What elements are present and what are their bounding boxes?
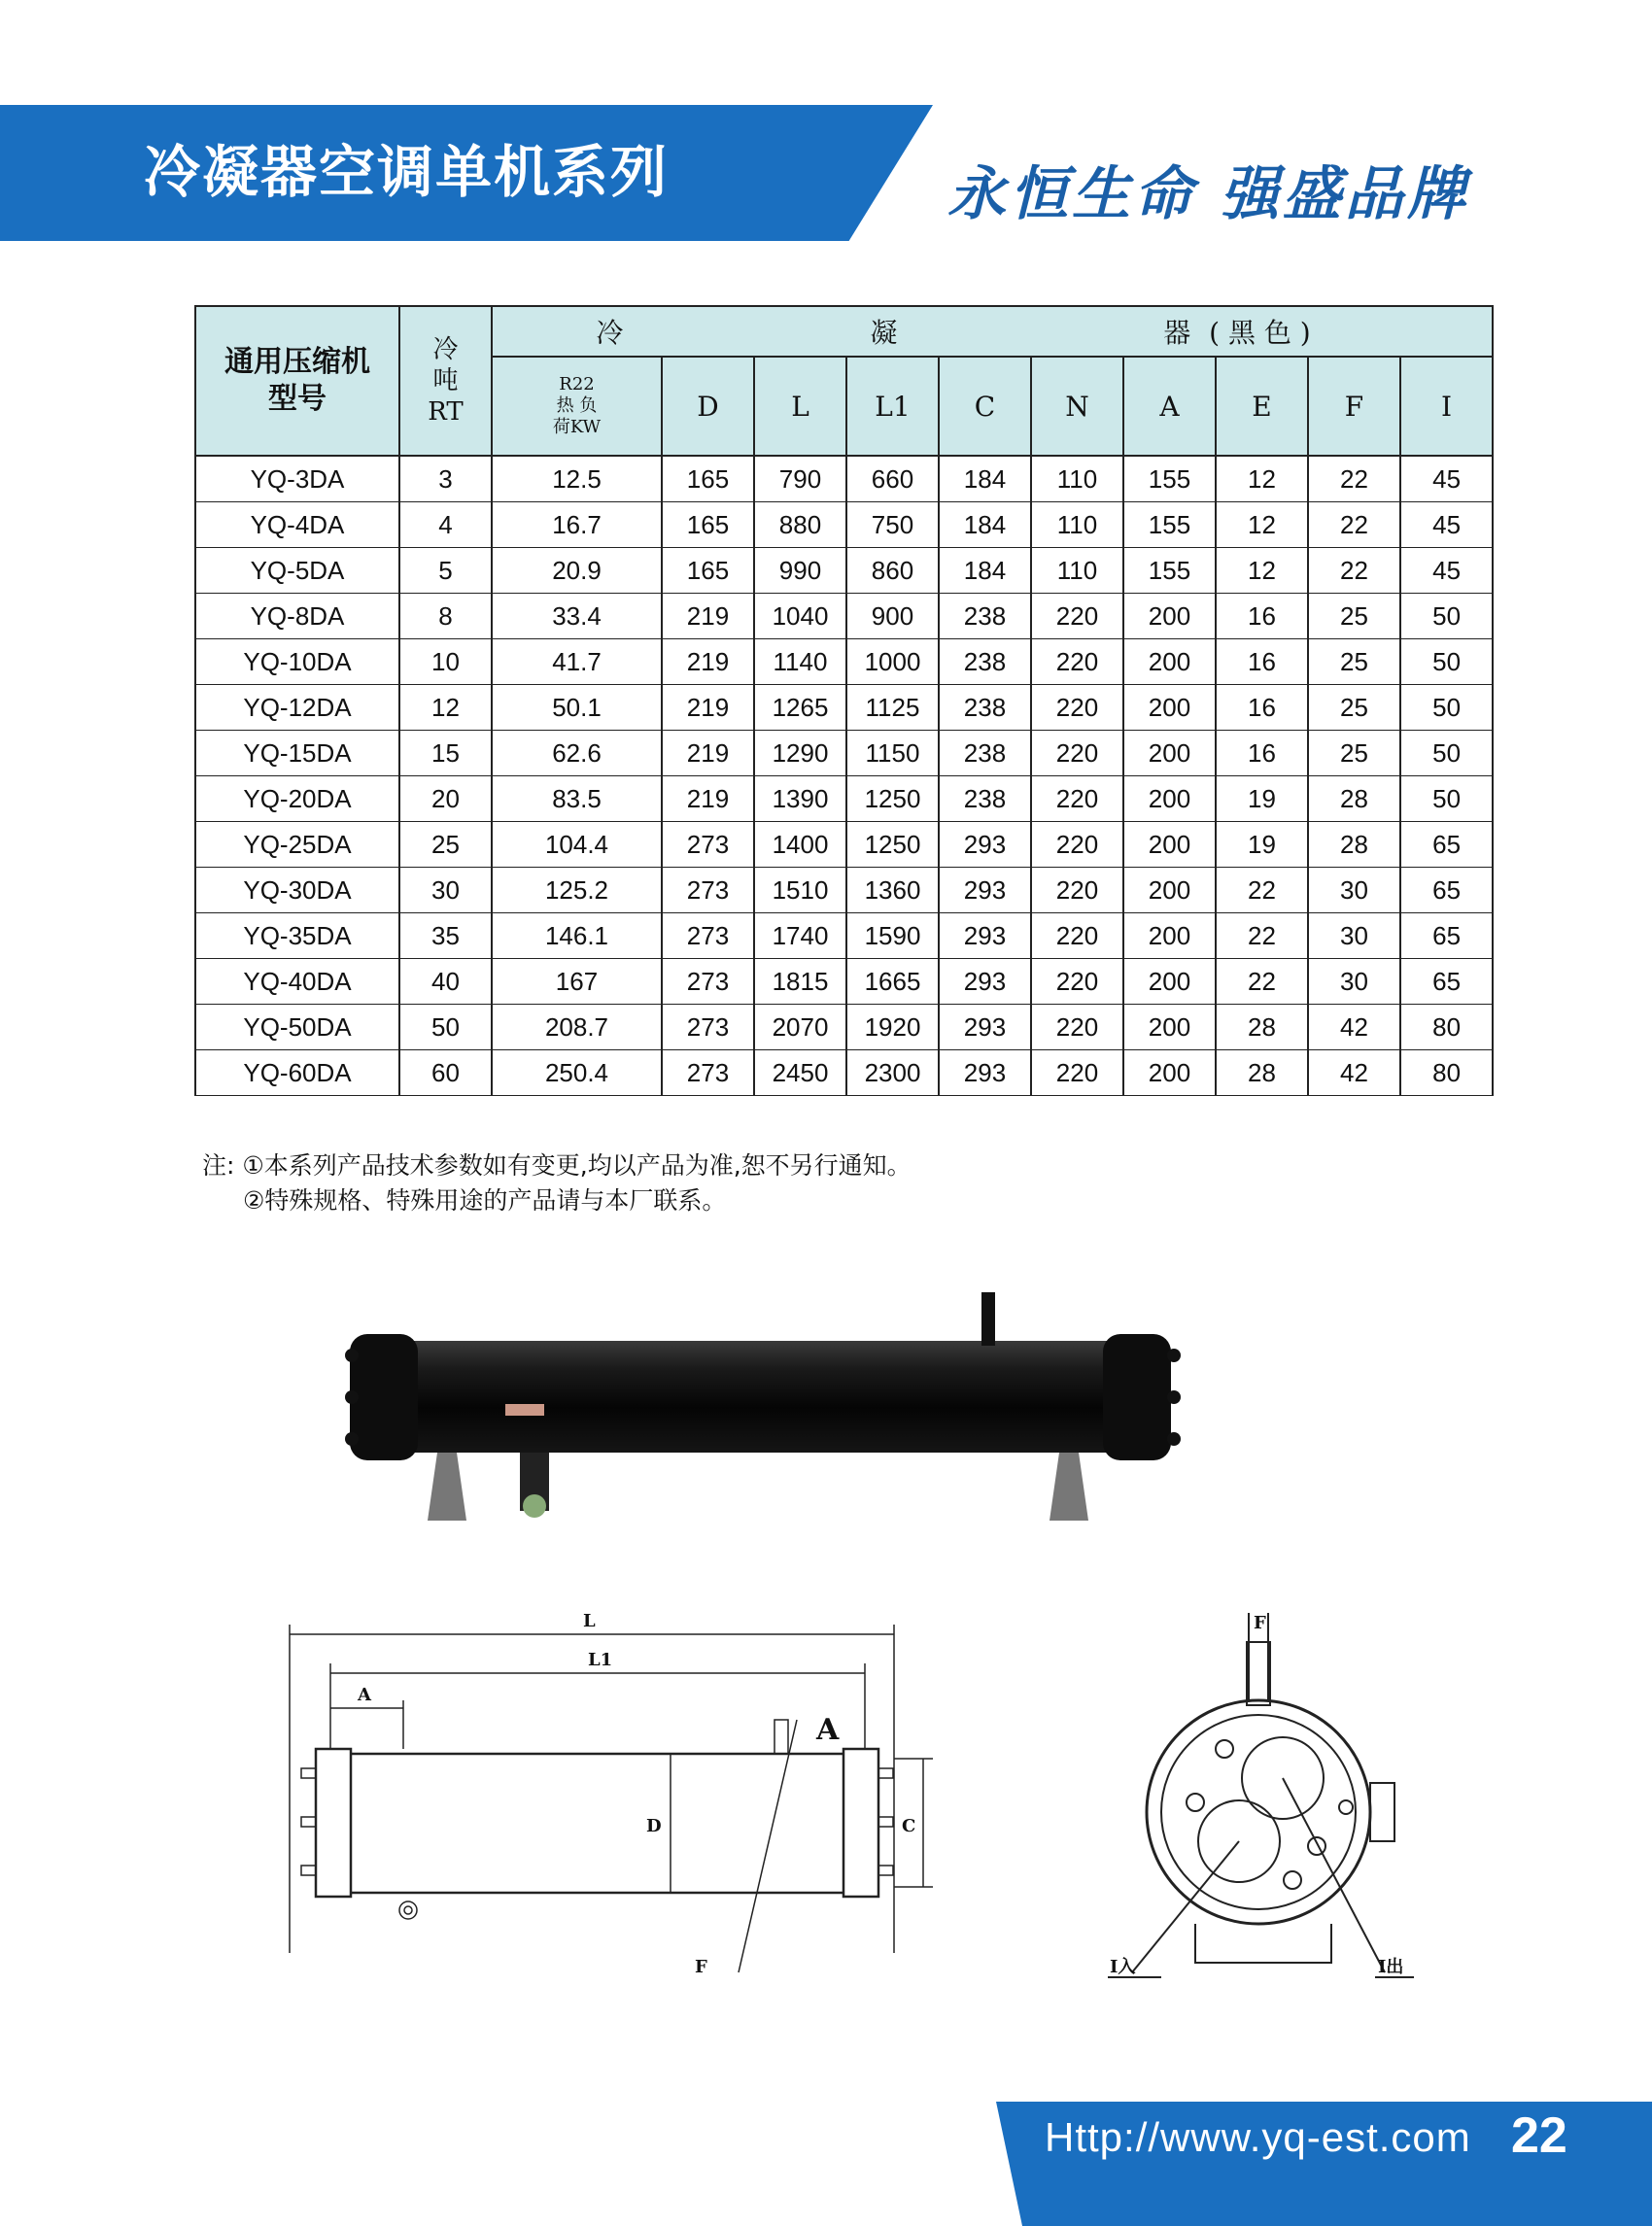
cell-n: 220 [1031,594,1123,639]
cell-rt: 60 [399,1050,492,1096]
cell-rt: 35 [399,913,492,959]
dim-a-large: A [816,1713,840,1747]
col-header-c: C [939,357,1031,456]
cell-d: 219 [662,639,754,685]
cell-l: 990 [754,548,846,594]
cell-f: 22 [1308,502,1400,548]
cell-d: 219 [662,685,754,731]
cell-rt: 15 [399,731,492,776]
kw-header [492,357,662,456]
cell-a: 200 [1123,731,1216,776]
cell-d: 165 [662,456,754,502]
dim-d: D [646,1816,662,1836]
cell-e: 28 [1216,1005,1308,1050]
cell-l1: 750 [846,502,939,548]
rt-header-line3: RT [428,397,464,427]
cell-e: 12 [1216,456,1308,502]
table-row [195,685,1493,731]
table-row [195,639,1493,685]
cell-kw: 83.5 [492,776,662,822]
cell-l: 1290 [754,731,846,776]
end-dim-f: F [1254,1613,1266,1633]
note-line-2: ②特殊规格、特殊用途的产品请与本厂联系。 [243,1186,727,1215]
cell-c: 293 [939,913,1031,959]
cell-kw: 250.4 [492,1050,662,1096]
cell-l: 1140 [754,639,846,685]
group-char-1: 冷 [596,317,624,349]
cell-i: 65 [1400,913,1493,959]
cell-f: 28 [1308,776,1400,822]
cell-f: 25 [1308,639,1400,685]
cell-n: 220 [1031,959,1123,1005]
condenser-photo [340,1287,1195,1550]
cell-i: 65 [1400,959,1493,1005]
cell-n: 220 [1031,685,1123,731]
cell-n: 220 [1031,731,1123,776]
cell-c: 293 [939,1050,1031,1096]
cell-f: 30 [1308,913,1400,959]
cell-a: 200 [1123,594,1216,639]
cell-rt: 3 [399,456,492,502]
cell-l1: 1590 [846,913,939,959]
rt-header-line1: 冷 [432,335,459,364]
cell-d: 219 [662,776,754,822]
cell-n: 110 [1031,502,1123,548]
cell-kw: 104.4 [492,822,662,868]
page-title: 冷凝器空调单机系列 [144,139,670,205]
cell-c: 238 [939,639,1031,685]
cell-f: 28 [1308,822,1400,868]
cell-e: 12 [1216,502,1308,548]
notes [202,1148,912,1218]
model-header [195,306,399,456]
cell-model: YQ-5DA [195,548,399,594]
cell-kw: 12.5 [492,456,662,502]
cell-l: 1040 [754,594,846,639]
cell-i: 50 [1400,776,1493,822]
cell-rt: 4 [399,502,492,548]
cell-d: 273 [662,822,754,868]
rt-header [399,306,492,456]
cell-kw: 208.7 [492,1005,662,1050]
kw-header-line3: 荷KW [552,417,602,437]
cell-model: YQ-3DA [195,456,399,502]
table-row [195,1005,1493,1050]
cell-a: 200 [1123,776,1216,822]
cell-l1: 1360 [846,868,939,913]
group-char-3: 器 [1163,317,1191,349]
cell-e: 16 [1216,594,1308,639]
cell-l1: 1250 [846,822,939,868]
cell-a: 155 [1123,548,1216,594]
cell-a: 200 [1123,639,1216,685]
dim-l1: L1 [588,1650,613,1670]
cell-e: 19 [1216,776,1308,822]
dim-a-small: A [358,1685,371,1705]
end-label-out: I出 [1378,1957,1404,1977]
cell-kw: 146.1 [492,913,662,959]
table-row [195,822,1493,868]
cell-l: 1815 [754,959,846,1005]
cell-model: YQ-50DA [195,1005,399,1050]
cell-c: 238 [939,594,1031,639]
cell-a: 155 [1123,456,1216,502]
cell-i: 80 [1400,1050,1493,1096]
cell-i: 45 [1400,548,1493,594]
condenser-group-header [492,306,1493,357]
cell-a: 155 [1123,502,1216,548]
cell-model: YQ-60DA [195,1050,399,1096]
cell-l: 1400 [754,822,846,868]
cell-rt: 50 [399,1005,492,1050]
cell-d: 273 [662,959,754,1005]
table-row [195,776,1493,822]
cell-rt: 8 [399,594,492,639]
cell-d: 219 [662,731,754,776]
cell-l1: 1125 [846,685,939,731]
cell-model: YQ-40DA [195,959,399,1005]
cell-kw: 41.7 [492,639,662,685]
col-header-e: E [1216,357,1308,456]
cell-i: 45 [1400,502,1493,548]
cell-f: 30 [1308,959,1400,1005]
cell-n: 220 [1031,1005,1123,1050]
cell-a: 200 [1123,868,1216,913]
cell-i: 50 [1400,639,1493,685]
cell-e: 22 [1216,959,1308,1005]
table-row [195,731,1493,776]
cell-d: 273 [662,868,754,913]
spec-table [194,305,1494,1096]
spec-table-body [195,456,1493,1096]
end-view-drawing [1069,1603,1458,2011]
cell-e: 16 [1216,685,1308,731]
cell-l1: 1000 [846,639,939,685]
cell-c: 184 [939,548,1031,594]
col-header-i: I [1400,357,1493,456]
cell-i: 80 [1400,1005,1493,1050]
rt-header-line2: 吨 [432,366,459,395]
cell-rt: 25 [399,822,492,868]
cell-l: 1390 [754,776,846,822]
cell-kw: 62.6 [492,731,662,776]
cell-n: 220 [1031,1050,1123,1096]
cell-n: 220 [1031,913,1123,959]
cell-l1: 860 [846,548,939,594]
cell-e: 22 [1216,868,1308,913]
cell-n: 220 [1031,868,1123,913]
col-header-l1: L1 [846,357,939,456]
cell-n: 220 [1031,776,1123,822]
cell-l: 1510 [754,868,846,913]
cell-rt: 10 [399,639,492,685]
cell-f: 42 [1308,1050,1400,1096]
cell-kw: 33.4 [492,594,662,639]
cell-n: 110 [1031,548,1123,594]
page-number: 22 [1511,2107,1567,2164]
cell-i: 50 [1400,594,1493,639]
dim-f: F [695,1957,707,1977]
col-header-l: L [754,357,846,456]
kw-header-line2: 热 负 [556,395,598,416]
cell-c: 293 [939,959,1031,1005]
table-row [195,959,1493,1005]
cell-c: 293 [939,1005,1031,1050]
col-header-a: A [1123,357,1216,456]
cell-model: YQ-35DA [195,913,399,959]
cell-i: 65 [1400,822,1493,868]
model-header-line2: 型号 [268,382,327,416]
cell-a: 200 [1123,913,1216,959]
cell-model: YQ-12DA [195,685,399,731]
note-line-1: 注: ①本系列产品技术参数如有变更,均以产品为准,恕不另行通知。 [202,1151,912,1180]
cell-n: 220 [1031,639,1123,685]
cell-model: YQ-25DA [195,822,399,868]
cell-i: 50 [1400,731,1493,776]
cell-a: 200 [1123,1005,1216,1050]
cell-c: 238 [939,776,1031,822]
cell-i: 45 [1400,456,1493,502]
group-char-2: 凝 [870,317,898,349]
cell-n: 220 [1031,822,1123,868]
cell-rt: 40 [399,959,492,1005]
table-row [195,868,1493,913]
end-label-in: I入 [1110,1957,1136,1977]
cell-f: 25 [1308,594,1400,639]
cell-a: 200 [1123,959,1216,1005]
cell-rt: 30 [399,868,492,913]
dim-l: L [583,1611,596,1631]
cell-d: 165 [662,548,754,594]
cell-rt: 20 [399,776,492,822]
cell-c: 238 [939,685,1031,731]
table-row [195,548,1493,594]
col-header-f: F [1308,357,1400,456]
cell-f: 25 [1308,731,1400,776]
kw-header-line1: R22 [559,374,595,394]
cell-a: 200 [1123,1050,1216,1096]
cell-c: 293 [939,822,1031,868]
footer-url[interactable]: Http://www.yq-est.com [1045,2114,1471,2160]
cell-f: 22 [1308,456,1400,502]
cell-d: 273 [662,1050,754,1096]
cell-l1: 1920 [846,1005,939,1050]
cell-a: 200 [1123,822,1216,868]
cell-c: 238 [939,731,1031,776]
cell-l: 1740 [754,913,846,959]
cell-model: YQ-20DA [195,776,399,822]
cell-model: YQ-4DA [195,502,399,548]
dim-c: C [902,1816,916,1836]
cell-c: 184 [939,456,1031,502]
cell-e: 19 [1216,822,1308,868]
cell-model: YQ-15DA [195,731,399,776]
cell-c: 184 [939,502,1031,548]
table-row [195,456,1493,502]
cell-l1: 900 [846,594,939,639]
cell-kw: 167 [492,959,662,1005]
cell-d: 219 [662,594,754,639]
cell-d: 273 [662,1005,754,1050]
table-row [195,594,1493,639]
cell-n: 110 [1031,456,1123,502]
cell-e: 28 [1216,1050,1308,1096]
cell-rt: 12 [399,685,492,731]
col-header-n: N [1031,357,1123,456]
table-row [195,502,1493,548]
cell-f: 30 [1308,868,1400,913]
group-suffix: ( 黑 色 ) [1209,317,1311,349]
cell-rt: 5 [399,548,492,594]
cell-e: 16 [1216,639,1308,685]
cell-i: 50 [1400,685,1493,731]
cell-kw: 125.2 [492,868,662,913]
cell-kw: 50.1 [492,685,662,731]
cell-e: 22 [1216,913,1308,959]
cell-e: 12 [1216,548,1308,594]
cell-model: YQ-30DA [195,868,399,913]
cell-model: YQ-8DA [195,594,399,639]
cell-l1: 2300 [846,1050,939,1096]
cell-a: 200 [1123,685,1216,731]
cell-f: 42 [1308,1005,1400,1050]
cell-e: 16 [1216,731,1308,776]
cell-kw: 20.9 [492,548,662,594]
cell-l: 2450 [754,1050,846,1096]
cell-l1: 660 [846,456,939,502]
cell-c: 293 [939,868,1031,913]
model-header-line1: 通用压缩机 [224,345,370,379]
cell-kw: 16.7 [492,502,662,548]
cell-i: 65 [1400,868,1493,913]
cell-d: 165 [662,502,754,548]
cell-l: 2070 [754,1005,846,1050]
cell-l: 880 [754,502,846,548]
brand-slogan: 永恒生命 强盛品牌 [947,160,1469,228]
side-view-drawing [253,1603,933,1992]
cell-d: 273 [662,913,754,959]
cell-l1: 1150 [846,731,939,776]
cell-l1: 1665 [846,959,939,1005]
cell-l1: 1250 [846,776,939,822]
cell-l: 790 [754,456,846,502]
cell-l: 1265 [754,685,846,731]
col-header-d: D [662,357,754,456]
table-row [195,1050,1493,1096]
cell-f: 22 [1308,548,1400,594]
table-row [195,913,1493,959]
cell-f: 25 [1308,685,1400,731]
cell-model: YQ-10DA [195,639,399,685]
